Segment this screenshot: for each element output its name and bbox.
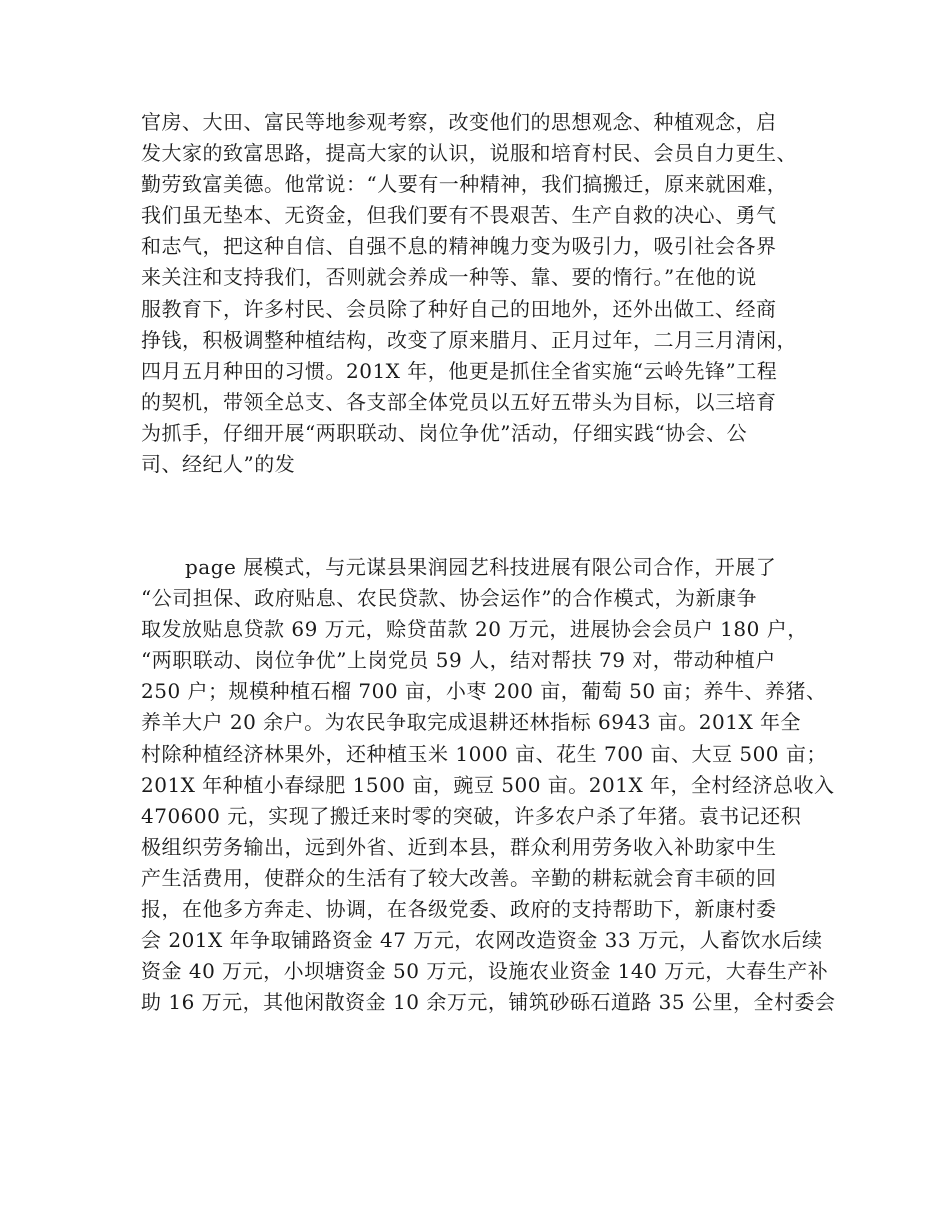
text-line: 产生活费用，使群众的生活有了较大改善。辛勤的耕耘就会育丰硕的回 [141, 865, 777, 890]
text-line: 极组织劳务输出，远到外省、近到本县，群众利用劳务收入补助家中生 [141, 834, 777, 859]
text-line: 勤劳致富美德。他常说：“人要有一种精神，我们搞搬迁，原来就困难， [141, 172, 788, 197]
text-line: 官房、大田、富民等地参观考察，改变他们的思想观念、种植观念，启 [141, 110, 777, 134]
text-line: 和志气，把这种自信、自强不息的精神魄力变为吸引力，吸引社会各界 [141, 234, 777, 259]
text-line: 的契机，带领全总支、各支部全体党员以五好五带头为目标，以三培育 [141, 389, 777, 414]
text-line: 470600 元，实现了搬迁来时零的突破，许多农户杀了年猪。袁书记还积 [141, 803, 802, 828]
paragraph-2 [141, 552, 836, 1018]
text-line: 四月五月种田的习惯。201X 年，他更是抓住全省实施“云岭先锋”工程 [141, 358, 778, 383]
text-line: 养羊大户 20 余户。为农民争取完成退耕还林指标 6943 亩。201X 年全 [141, 710, 802, 735]
text-line: 250 户；规模种植石榴 700 亩，小枣 200 亩，葡萄 50 亩；养牛、养猪、 [141, 679, 827, 704]
text-line: 挣钱，积极调整种植结构，改变了原来腊月、正月过年，二月三月清闲， [141, 327, 797, 352]
text-line: page 展模式，与元谋县果润园艺科技进展有限公司合作，开展了 [185, 555, 777, 579]
text-line: 我们虽无垫本、无资金，但我们要有不畏艰苦、生产自救的决心、勇气 [141, 203, 777, 228]
text-line: “两职联动、岗位争优”上岗党员 59 人，结对帮扶 79 对，带动种植户 [141, 648, 776, 673]
text-line: 会 201X 年争取铺路资金 47 万元，农网改造资金 33 万元，人畜饮水后续 [141, 928, 823, 953]
text-line: 资金 40 万元，小坝塘资金 50 万元，设施农业资金 140 万元，大春生产补 [141, 959, 829, 984]
text-line: “公司担保、政府贴息、农民贷款、协会运作”的合作模式，为新康争 [141, 586, 757, 611]
text-line: 司、经纪人”的发 [141, 452, 296, 477]
text-line: 来关注和支持我们，否则就会养成一种等、靠、要的惰行。”在他的说 [141, 265, 757, 290]
text-line: 为抓手，仔细开展“两职联动、岗位争优”活动，仔细实践“协会、公 [141, 420, 748, 445]
text-line: 村除种植经济林果外，还种植玉米 1000 亩、花生 700 亩、大豆 500 亩； [141, 741, 827, 766]
paragraph-1 [141, 107, 821, 480]
text-line: 服教育下，许多村民、会员除了种好自己的田地外，还外出做工、经商 [141, 296, 777, 321]
text-line: 发大家的致富思路，提高大家的认识，说服和培育村民、会员自力更生、 [141, 141, 797, 166]
text-line: 助 16 万元，其他闲散资金 10 余万元，铺筑砂砾石道路 35 公里，全村委会 [141, 990, 836, 1015]
text-line: 报，在他多方奔走、协调，在各级党委、政府的支持帮助下，新康村委 [141, 897, 777, 922]
text-line: 取发放贴息贷款 69 万元，赊贷苗款 20 万元，进展协会会员户 180 户， [141, 617, 808, 642]
text-line: 201X 年种植小春绿肥 1500 亩，豌豆 500 亩。201X 年，全村经济总收入 [141, 772, 835, 797]
